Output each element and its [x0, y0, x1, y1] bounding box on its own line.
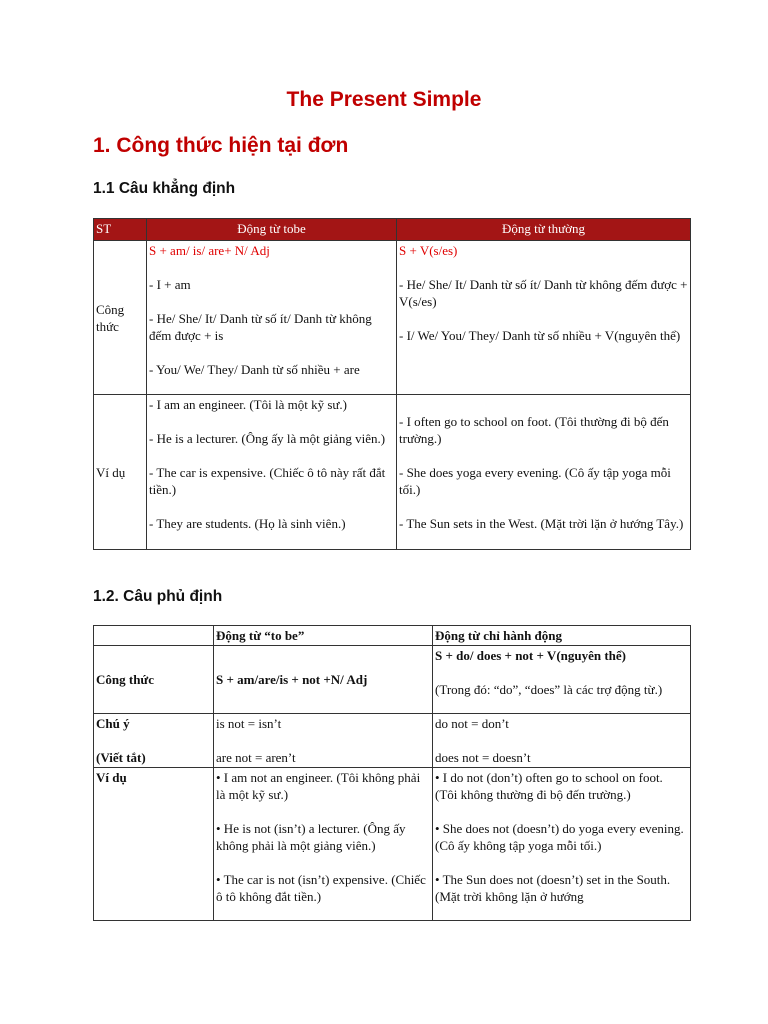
tobe-negative-example-cell — [214, 768, 433, 921]
tobe-formula-item: - I + am — [149, 277, 191, 292]
tobe-formula-cell — [147, 241, 397, 395]
verb-negative-example-cell — [433, 768, 691, 921]
header-action-verb: Động từ chỉ hành động — [433, 626, 691, 646]
affirmative-formula-row — [94, 241, 691, 395]
verb-example-cell — [397, 395, 691, 550]
verb-example: - The Sun sets in the West. (Mặt trời lặn ở hướng Tây.) — [399, 515, 684, 531]
row-label-note-cell — [94, 714, 214, 768]
header-regular-verb: Động từ thường — [397, 219, 691, 241]
section-1-2-heading: 1.2. Câu phủ định — [93, 588, 223, 605]
verb-negative-example: • The Sun does not (doesn’t) set in the South. (Mặt trời không lặn ở hướng — [435, 872, 671, 904]
header-empty — [94, 626, 214, 646]
affirmative-table — [93, 218, 691, 550]
tobe-abbrev: is not = isn’t — [216, 716, 282, 731]
verb-negative-formula: S + do/ does + not + V(nguyên thể) — [435, 648, 627, 663]
negative-example-row — [94, 768, 691, 921]
tobe-formula-item: - You/ We/ They/ Danh từ số nhiều + are — [149, 362, 360, 377]
verb-abbrev: do not = don’t — [435, 716, 509, 731]
tobe-negative-example: • He is not (isn’t) a lecturer. (Ông ấy không phải là một giảng viên.) — [216, 821, 406, 853]
row-label-formula: Công thức — [94, 241, 147, 395]
verb-abbrev: does not = doesn’t — [435, 750, 531, 765]
negative-table-header — [94, 626, 691, 646]
tobe-example-cell — [147, 395, 397, 550]
verb-negative-formula-cell — [433, 646, 691, 714]
tobe-example: - I am an engineer. (Tôi là một kỹ sư.) — [149, 397, 348, 412]
verb-example: - I often go to school on foot. (Tôi thường đi bộ đến trường.) — [399, 413, 669, 446]
negative-abbrev-row — [94, 714, 691, 768]
row-label-abbrev: (Viết tắt) — [96, 750, 146, 765]
row-label-note: Chú ý — [96, 716, 130, 731]
tobe-abbrev: are not = aren’t — [216, 750, 296, 765]
affirmative-example-row — [94, 395, 691, 550]
row-label-formula: Công thức — [94, 646, 214, 714]
verb-formula-item: - I/ We/ You/ They/ Danh từ số nhiều + V(nguyên thể) — [399, 328, 681, 343]
verb-formula-item: - He/ She/ It/ Danh từ số ít/ Danh từ không đếm được + V(s/es) — [399, 277, 688, 309]
tobe-formula-main: S + am/ is/ are+ N/ Adj — [149, 243, 270, 258]
negative-formula-row — [94, 646, 691, 714]
header-tobe: Động từ tobe — [147, 219, 397, 241]
tobe-example: - The car is expensive. (Chiếc ô tô này rất đắt tiền.) — [149, 465, 386, 497]
tobe-negative-example: • The car is not (isn’t) expensive. (Chiếc ô tô không đắt tiền.) — [216, 872, 426, 904]
header-to-be: Động từ “to be” — [214, 626, 433, 646]
negative-table — [93, 625, 691, 921]
verb-example: - She does yoga every evening. (Cô ấy tập yoga mỗi tối.) — [399, 464, 671, 497]
verb-negative-formula-note: (Trong đó: “do”, “does” là các trợ động từ.) — [435, 682, 663, 697]
tobe-example: - He is a lecturer. (Ông ấy là một giảng viên.) — [149, 431, 386, 446]
tobe-formula-item: - He/ She/ It/ Danh từ số ít/ Danh từ không đếm được + is — [149, 311, 372, 343]
row-label-example: Ví dụ — [94, 395, 147, 550]
tobe-negative-formula: S + am/are/is + not +N/ Adj — [214, 646, 433, 714]
tobe-example: - They are students. (Họ là sinh viên.) — [149, 516, 346, 531]
document-title: The Present Simple — [286, 88, 482, 111]
verb-formula-cell — [397, 241, 691, 395]
verb-abbrev-cell — [433, 714, 691, 768]
header-st: ST — [94, 219, 147, 241]
row-label-example: Ví dụ — [94, 768, 214, 921]
verb-formula-main: S + V(s/es) — [399, 243, 458, 258]
verb-negative-example: • I do not (don’t) often go to school on foot. (Tôi không thường đi bộ đến trường.) — [435, 770, 663, 802]
affirmative-table-header — [94, 219, 691, 241]
section-1-1-heading: 1.1 Câu khẳng định — [93, 180, 236, 197]
tobe-negative-example: • I am not an engineer. (Tôi không phải là một kỹ sư.) — [216, 770, 421, 802]
tobe-abbrev-cell — [214, 714, 433, 768]
verb-negative-example: • She does not (doesn’t) do yoga every evening. (Cô ấy không tập yoga mỗi tối.) — [435, 821, 684, 853]
section-1-heading: 1. Công thức hiện tại đơn — [93, 134, 349, 157]
